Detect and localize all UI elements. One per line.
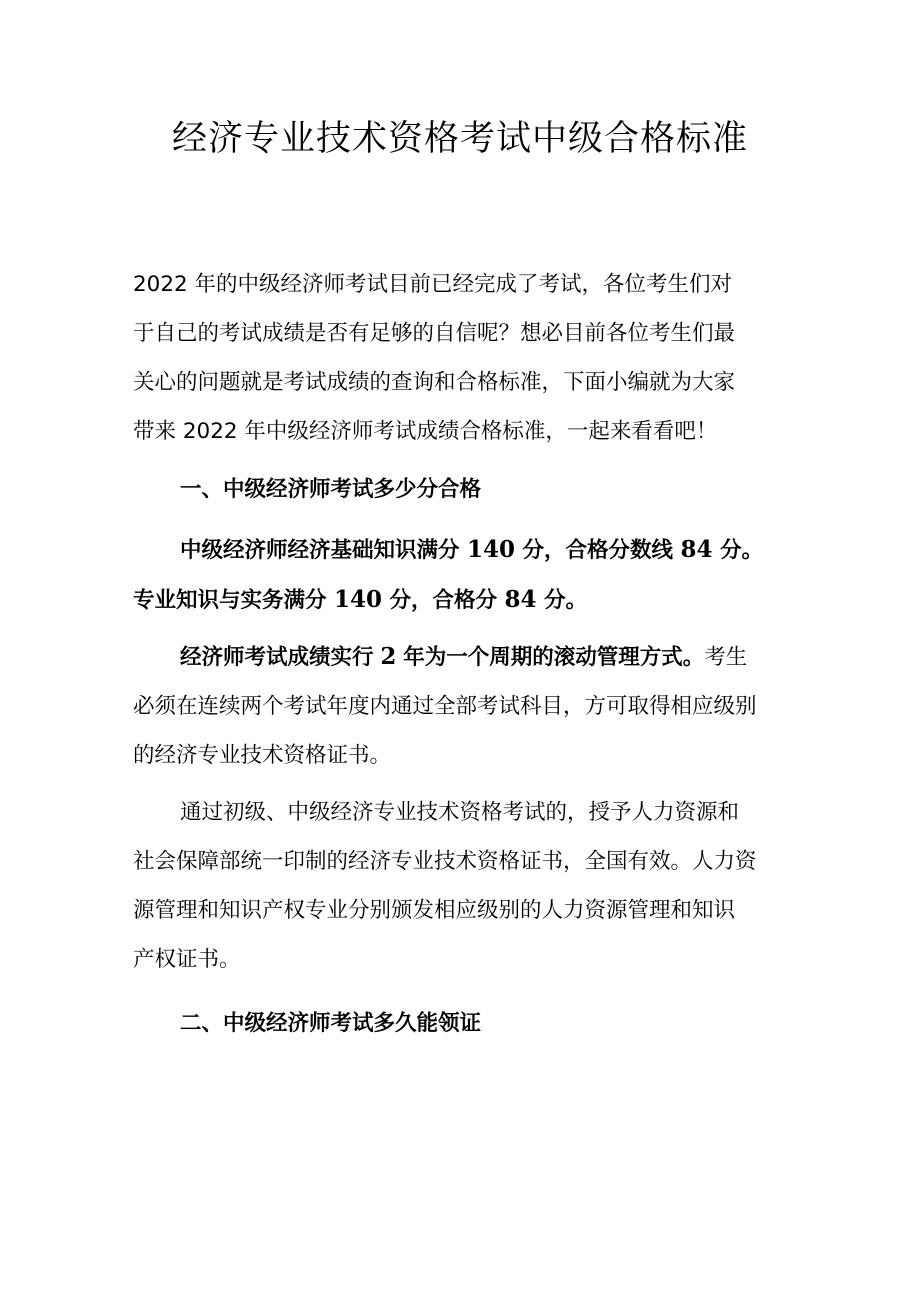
score-text: 中级经济师经济基础知识满分 xyxy=(180,538,460,563)
certificate-line: 源管理和知识产权专业分别颁发相应级别的人力资源管理和知识 xyxy=(133,898,736,923)
cycle-line-1 xyxy=(133,632,798,682)
score-line-2 xyxy=(133,575,813,625)
score-text: 分，合格分 xyxy=(389,588,498,613)
cycle-text: 考生 xyxy=(704,645,748,670)
score-text: 分。 xyxy=(544,588,588,613)
certificate-line: 社会保障部统一印制的经济专业技术资格证书，全国有效。人力资 xyxy=(133,849,757,874)
intro-line: 于自己的考试成绩是否有足够的自信呢？想必目前各位考生们最 xyxy=(133,321,736,346)
document-title: 经济专业技术资格考试中级合格标准 xyxy=(171,119,748,159)
cycle-paragraph xyxy=(133,632,798,780)
score-text: 分。 xyxy=(720,538,764,563)
score-text: 分，合格分数线 xyxy=(522,538,674,563)
pass-score-value: 84 xyxy=(504,586,537,613)
cycle-bold-text: 经济师考试成绩实行 xyxy=(180,645,374,670)
cycle-line-3: 的经济专业技术资格证书。 xyxy=(133,743,392,768)
certificate-paragraph xyxy=(133,788,798,984)
pass-score-value: 84 xyxy=(680,536,713,563)
score-text: 专业知识与实务满分 xyxy=(133,588,327,613)
cycle-line-2: 必须在连续两个考试年度内通过全部考试科目，方可取得相应级别 xyxy=(133,694,757,719)
cycle-years-value: 2 xyxy=(380,643,397,670)
cycle-bold-text: 年为一个周期的滚动管理方式。 xyxy=(403,645,705,670)
certificate-line: 通过初级、中级经济专业技术资格考试的，授予人力资源和 xyxy=(180,800,740,825)
full-score-value: 140 xyxy=(334,586,383,613)
section-heading-1: 一、中级经济师考试多少分合格 xyxy=(180,477,482,502)
section-heading-2: 二、中级经济师考试多久能领证 xyxy=(180,1011,482,1036)
certificate-line: 产权证书。 xyxy=(133,947,241,972)
full-score-value: 140 xyxy=(467,536,516,563)
intro-line: 带来 2022 年中级经济师考试成绩合格标准，一起来看看吧！ xyxy=(133,419,718,444)
intro-paragraph xyxy=(133,260,798,456)
intro-line: 2022 年的中级经济师考试目前已经完成了考试，各位考生们对 xyxy=(133,272,733,297)
intro-line: 关心的问题就是考试成绩的查询和合格标准，下面小编就为大家 xyxy=(133,370,736,395)
score-paragraph xyxy=(133,525,813,625)
score-line-1 xyxy=(133,525,813,575)
